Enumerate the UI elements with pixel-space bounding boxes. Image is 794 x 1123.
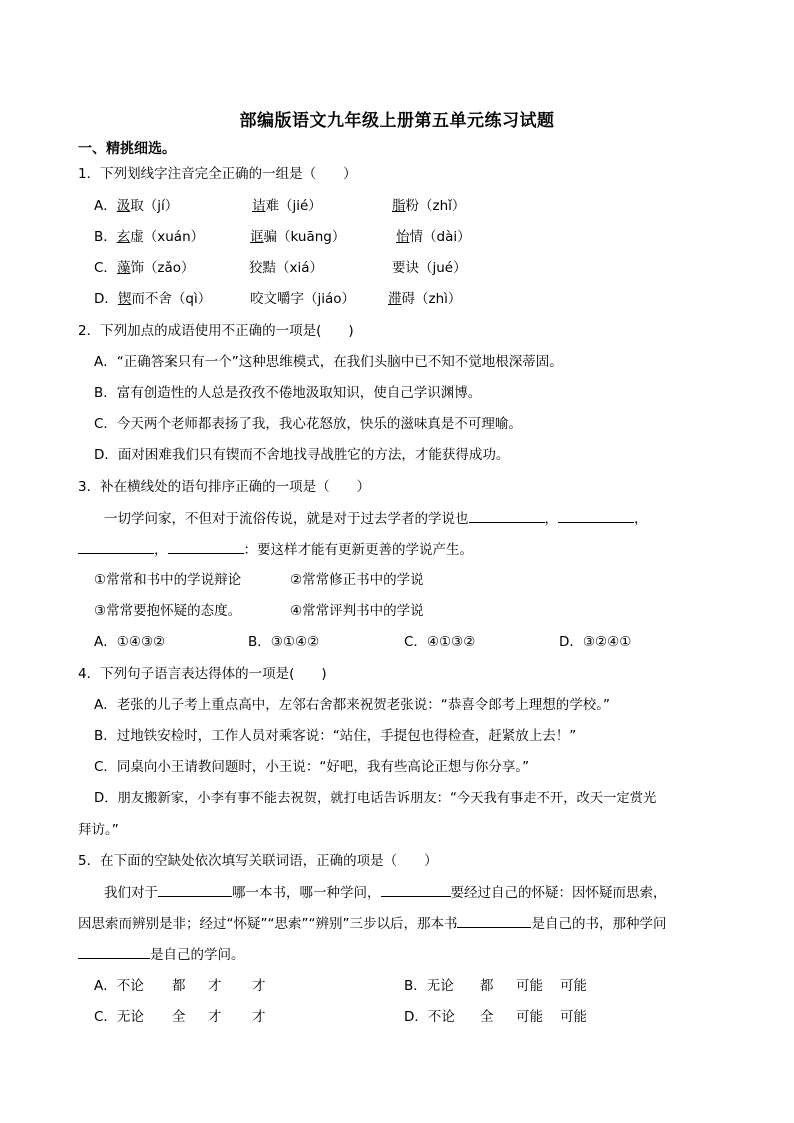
- blank: [158, 882, 232, 897]
- section-heading: 一、精挑细选。: [78, 141, 176, 157]
- q1-c-2: 狡黠（xiá）: [249, 260, 324, 276]
- exam-page: 部编版语文九年级上册第五单元练习试题 一、精挑细选。 1．下列划线字注音完全正确的一组是（ ） A．汲取（jí） 诘难（jié） 脂粉（zhǐ） B．玄虚（xuán） 诓骗（kuāng） 怡情（dài） C．藻饰（zǎo） 狡黠（xiá） 要诀（jué） D．锲而不舍（qì） 咬文嚼字（jiáo） 滞碍（zhì） 2．下列加点的成语使用不正确的一项是( ) A．“正确答案只有一个”这种思维模式，在我们头脑中已不知不觉地根深蒂固。 B．富有创造性的人总是孜孜不倦地汲取知识，使自己学识渊博。 C．今天两个老师都表扬了我，我心花怒放，快乐的滋味真是不可理喻。 D．面对困难我们只有锲而不舍地找寻战胜它的方法，才能获得成功。 3．补在横线处的语句排序正确的一项是（ ） 一切学问家，不但对于流俗传说，就是对于过去学者的学说也 ， ， ， ：要这样才能有更新更善的学说产生。 ①常常和书中的学说辩论 ②常常修正书中的学说 ③常常要抱怀疑的态度。 ④常常评判书中的学说 A．①④③② B．③①④② C．④①③② D．③②④① 4．下列句子语言表达得体的一项是( ) A．老张的儿子考上重点高中，左邻右舍都来祝贺老张说：“恭喜令郎考上理想的学校。” B．过地铁安检时，工作人员对乘客说：“站住，手提包也得检查，赶紧放上去！” C．同桌向小王请教问题时，小王说：“好吧，我有些高论正想与你分享。” D．朋友搬新家，小李有事不能去祝贺，就打电话告诉朋友：“今天我有事走不开，改天一定赏光 拜访。” 5．在下面的空缺处依次填写关联词语，正确的项是（ ） 我们对于 哪一本书，哪一种学问， 要经过自己的怀疑：因怀疑而思索， 因思索而辨别是非；经过“怀疑”“思索”“辨别”三步以后，那本书 是自己的书，那种学问 是自己的学问。 A．不论 都 才 才 B．无论 都 可能 可能 C．无论 全 才 才 D．不论 全 可能 可能: [0, 0, 794, 1123]
- question-1-stem: 1．下列划线字注音完全正确的一组是（ ）: [78, 166, 357, 182]
- q1-d-1: D．锲而不舍（qì）: [94, 291, 212, 307]
- blank: [78, 539, 154, 554]
- q3-passage-line-1: 一切学问家，不但对于流俗传说，就是对于过去学者的学说也 ， ，: [104, 508, 648, 529]
- blank: [469, 508, 545, 523]
- q1-d-3: 滞碍（zhì）: [388, 291, 462, 307]
- q3-choice-d: D．③②④①: [559, 634, 632, 650]
- q4-option-a: A．老张的儿子考上重点高中，左邻右舍都来祝贺老张说：“恭喜令郎考上理想的学校。”: [94, 697, 610, 713]
- q1-c-3: 要诀（jué）: [392, 260, 467, 276]
- q5-passage-line-2: 因思索而辨别是非；经过“怀疑”“思索”“辨别”三步以后，那本书 是自己的书，那种学问: [78, 913, 666, 934]
- q1-b-1: B．玄虚（xuán）: [94, 229, 205, 245]
- q2-option-d: D．面对困难我们只有锲而不舍地找寻战胜它的方法，才能获得成功。: [94, 447, 510, 463]
- q5-passage-line-1: 我们对于 哪一本书，哪一种学问， 要经过自己的怀疑：因怀疑而思索，: [104, 882, 667, 903]
- question-2-stem: 2．下列加点的成语使用不正确的一项是( ): [78, 323, 354, 339]
- q4-option-d: D．朋友搬新家，小李有事不能去祝贺，就打电话告诉朋友：“今天我有事走不开，改天一定赏光: [94, 791, 657, 806]
- q5-passage-line-3: 是自己的学问。: [78, 944, 245, 965]
- question-5-stem: 5．在下面的空缺处依次填写关联词语，正确的项是（ ）: [78, 853, 438, 869]
- blank: [558, 508, 634, 523]
- q3-item-1: ①常常和书中的学说辩论: [94, 572, 242, 588]
- blank: [381, 882, 451, 897]
- q1-a-2: 诘难（jié）: [252, 198, 322, 214]
- question-4-stem: 4．下列句子语言表达得体的一项是( ): [78, 666, 327, 682]
- q3-item-3: ③常常要抱怀疑的态度。: [94, 603, 242, 619]
- page-title: 部编版语文九年级上册第五单元练习试题: [239, 111, 555, 131]
- question-3-stem: 3．补在横线处的语句排序正确的一项是（ ）: [78, 479, 371, 495]
- q4-option-c: C．同桌向小王请教问题时，小王说：“好吧，我有些高论正想与你分享。”: [94, 759, 530, 775]
- q1-b-3: 怡情（dài）: [396, 229, 471, 245]
- q1-b-2: 诓骗（kuāng）: [250, 229, 346, 245]
- q2-option-b: B．富有创造性的人总是孜孜不倦地汲取知识，使自己学识渊博。: [94, 385, 482, 401]
- q1-a-1: A．汲取（jí）: [94, 198, 179, 214]
- blank: [168, 539, 244, 554]
- q4-option-d-continued: 拜访。”: [78, 822, 119, 838]
- q2-option-c: C．今天两个老师都表扬了我，我心花怒放，快乐的滋味真是不可理喻。: [94, 416, 522, 432]
- q3-item-2: ②常常修正书中的学说: [290, 572, 424, 588]
- q2-option-a: A．“正确答案只有一个”这种思维模式，在我们头脑中已不知不觉地根深蒂固。: [94, 354, 563, 370]
- q1-c-1: C．藻饰（zǎo）: [94, 260, 195, 276]
- blank: [78, 944, 150, 959]
- q4-option-b: B．过地铁安检时，工作人员对乘客说：“站住，手提包也得检查，赶紧放上去！”: [94, 728, 577, 744]
- blank: [457, 913, 531, 928]
- q1-d-2: 咬文嚼字（jiáo）: [250, 291, 356, 307]
- q3-choice-c: C．④①③②: [404, 634, 476, 650]
- q3-choice-b: B．③①④②: [248, 634, 320, 650]
- q3-passage-line-2: ， ：要这样才能有更新更善的学说产生。: [78, 539, 473, 560]
- q3-choice-a: A．①④③②: [94, 634, 166, 650]
- q3-item-4: ④常常评判书中的学说: [290, 603, 424, 619]
- q1-a-3: 脂粉（zhǐ）: [392, 198, 466, 214]
